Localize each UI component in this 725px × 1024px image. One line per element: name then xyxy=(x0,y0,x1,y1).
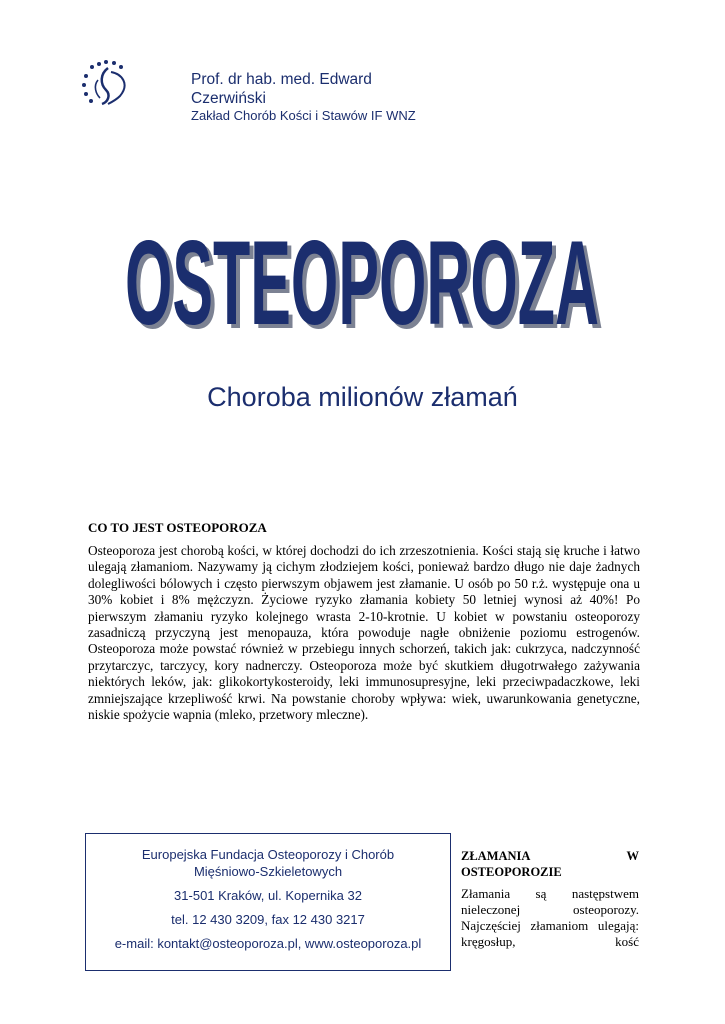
department-name: Zakład Chorób Kości i Stawów IF WNZ xyxy=(191,108,416,120)
subtitle: Choroba milionów złamań xyxy=(207,382,518,412)
section-heading: CO TO JEST OSTEOPOROZA xyxy=(88,520,267,535)
contact-phone: tel. 12 430 3209, fax 12 430 3217 xyxy=(171,912,365,927)
contact-address: 31-501 Kraków, ul. Kopernika 32 xyxy=(174,888,362,903)
sidebar-fractures xyxy=(461,848,639,950)
spine-figure-icon xyxy=(78,58,132,108)
author-block xyxy=(191,70,461,120)
contact-box xyxy=(85,833,451,971)
section-what-is-osteoporosis xyxy=(88,520,640,723)
author-surname: Czerwiński xyxy=(191,90,266,107)
section-body: Osteoporoza jest chorobą kości, w której dochodzi do ich zrzeszotnienia. Kości stają się kruche i łatwo ulegają złamaniom. Nazywamy ją cichym złodziejem kości, ponieważ bardzo długo nie daje żadnych dolegliwości bólowych i często pierwszym objawem jest złamanie. U osób po 50 r.ż. występuje ona u 30% kobiet i 8% mężczyzn. Życiowe ryzyko złamania kobiety 50 letniej wynosi aż 40%! Po pierwszym złamaniu ryzyko kolejnego wrasta 2-10-krotnie. U kobiet w powstaniu osteoporozy zasadniczą przyczyną jest menopauza, która powoduje nagłe obniżenie poziomu estrogenów. Osteoporoza może powstać również w przebiegu innych schorzeń, takich jak: cukrzyca, nadczynność przytarczyc, tarczycy, kory nadnerczy. Osteoporoza może być skutkiem długotrwałego zażywania niektórych leków, jak: glikokortykosteroidy, leki immunosupresyjne, leki przeciwpadaczkowe, leki zmniejszające krzepliwość krwi. Na powstanie choroby wpływa: wiek, uwarunkowania genetyczne, niskie spożycie wapnia (mleko, przetwory mleczne). xyxy=(88,543,640,723)
contact-org-line1: Europejska Fundacja Osteoporozy i Chorób xyxy=(141,847,395,862)
sidebar-body: Złamania są następstwem nieleczonej osteoporozy. Najczęściej złamaniom ulegają: kręgosłup, kość xyxy=(461,886,639,949)
sidebar-heading: ZŁAMANIA W OSTEOPOROZIE xyxy=(461,849,639,879)
main-title-shadow: OSTEOPOROZA xyxy=(129,222,603,342)
author-name: Prof. dr hab. med. Edward xyxy=(191,71,372,88)
contact-email: e-mail: kontakt@osteoporoza.pl, www.osteoporoza.pl xyxy=(114,936,422,951)
contact-org-line2: Mięśniowo-Szkieletowych xyxy=(193,864,343,879)
main-title xyxy=(118,222,608,342)
main-title-text: OSTEOPOROZA xyxy=(125,222,599,342)
